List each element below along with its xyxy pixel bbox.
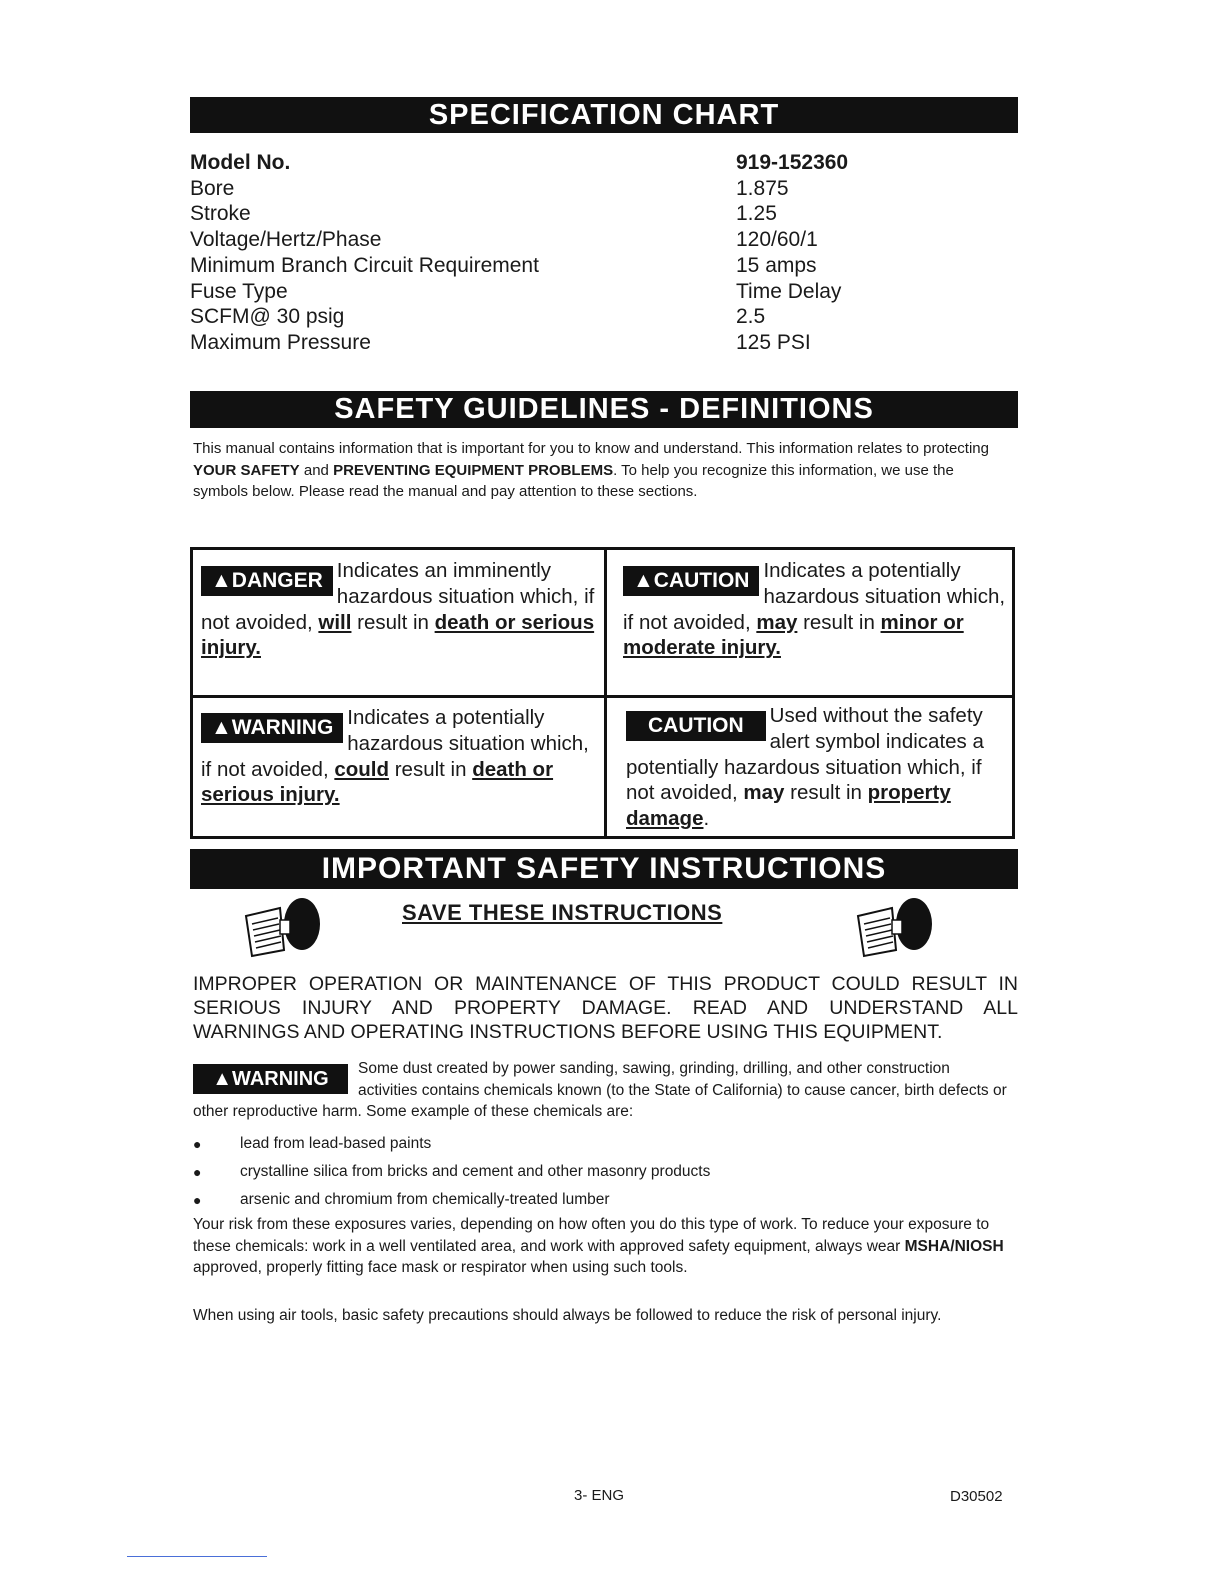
risk-text: Your risk from these exposures varies, depending on how often you do this type of work. To reduce your exposure to these chemicals: work in a well ventilated area, and work with approved safety equipment, always wear [193, 1216, 990, 1255]
spec-value: 15 amps [736, 253, 817, 277]
spec-label: Model No. [190, 151, 291, 174]
definition-emphasis: may [756, 610, 798, 634]
definition-emphasis: death or serious injury. [201, 757, 554, 807]
caution-definition [623, 558, 1008, 661]
caution-plain-definition [626, 703, 1011, 832]
list-item [193, 1130, 1013, 1158]
spec-row [190, 176, 890, 202]
definition-emphasis: may [743, 781, 785, 805]
bullet-icon: ● [193, 1136, 202, 1152]
bullet-icon: ● [193, 1164, 202, 1180]
list-item-text: arsenic and chromium from chemically-treated lumber [240, 1191, 610, 1208]
definition-text: Used without the safety alert symbol indicates a potentially hazardous situation which, if not avoided, [626, 704, 984, 805]
spec-value: Time Delay [736, 279, 842, 303]
grid-divider [193, 695, 1012, 698]
spec-label: Fuse Type [190, 279, 288, 303]
spec-value: 1.25 [736, 202, 777, 226]
warning-definition [201, 705, 596, 808]
caution-plain-label: CAUTION [626, 711, 766, 741]
safety-intro-paragraph [193, 438, 1013, 503]
definition-emphasis: will [318, 610, 352, 634]
intro-text: . To help you recognize this information, we use the symbols below. Please read the manual and pay attention to these sections. [193, 461, 954, 500]
definition-text: Indicates a potentially hazardous situation which, if not avoided, [623, 559, 1006, 634]
caution-label: ▲CAUTION [623, 566, 759, 596]
footer-rule [127, 1556, 267, 1557]
bullet-icon: ● [193, 1192, 202, 1208]
definition-text: result in [389, 757, 473, 781]
improper-text: IMPROPER OPERATION OR MAINTENANCE OF THIS PRODUCT COULD RESULT IN SERIOUS INJURY AND PROPERTY DAMAGE. READ AND UNDERSTAND ALL [193, 973, 1018, 1019]
improper-text-last: WARNINGS AND OPERATING INSTRUCTIONS BEFORE USING THIS EQUIPMENT. [193, 1021, 943, 1043]
intro-emphasis: PREVENTING EQUIPMENT PROBLEMS [333, 461, 614, 479]
spec-table [190, 150, 890, 356]
definition-text: result in [351, 610, 435, 634]
definitions-grid [190, 547, 1015, 839]
spec-value: 2.5 [736, 305, 766, 329]
important-safety-title: IMPORTANT SAFETY INSTRUCTIONS [190, 849, 1018, 889]
improper-operation-warning [193, 972, 1018, 1044]
definition-emphasis: death or serious injury. [201, 610, 595, 660]
spec-label: Minimum Branch Circuit Requirement [190, 253, 539, 277]
spec-value: 1.875 [736, 176, 789, 200]
spec-value: 120/60/1 [736, 228, 818, 252]
risk-text: approved, properly fitting face mask or respirator when using such tools. [193, 1259, 688, 1276]
definition-text: . [703, 807, 710, 831]
spec-label: SCFM@ 30 psig [190, 305, 345, 329]
air-tools-paragraph: When using air tools, basic safety precautions should always be followed to reduce the risk of personal injury. [193, 1307, 942, 1324]
spec-header-row [190, 150, 890, 176]
definition-text: Indicates an imminently hazardous situation which, if not avoided, [201, 559, 595, 634]
spec-row [190, 253, 890, 279]
prop65-text: Some dust created by power sanding, sawing, grinding, drilling, and other construction activities contains chemicals known (to the State of California) to cause cancer, birth defects or other reproductive harm. Some example of these chemicals are: [193, 1060, 1007, 1120]
manual-book-icon [240, 898, 320, 958]
spec-chart-title: SPECIFICATION CHART [190, 97, 1018, 133]
page-number: 3- ENG [574, 1487, 625, 1504]
spec-row [190, 330, 890, 356]
spec-value: 919-152360 [736, 151, 849, 174]
spec-label: Bore [190, 176, 235, 200]
spec-row [190, 304, 890, 330]
exposure-risk-paragraph [193, 1214, 1013, 1279]
safety-guidelines-title: SAFETY GUIDELINES - DEFINITIONS [190, 391, 1018, 428]
spec-label: Stroke [190, 202, 251, 226]
manual-book-icon [852, 898, 932, 958]
intro-text: This manual contains information that is important for you to know and understand. This information relates to protecting [193, 440, 989, 457]
risk-emphasis: MSHA/NIOSH [904, 1237, 1004, 1255]
spec-row [190, 227, 890, 253]
spec-label: Maximum Pressure [190, 330, 371, 354]
definition-emphasis: could [334, 757, 390, 781]
list-item-text: lead from lead-based paints [240, 1135, 432, 1152]
spec-value: 125 PSI [736, 330, 811, 354]
definition-emphasis: property damage [626, 781, 951, 831]
definition-text: result in [797, 610, 881, 634]
warning-label: ▲WARNING [201, 713, 343, 743]
document-code: D30502 [950, 1488, 1003, 1505]
definition-text: Indicates a potentially hazardous situation which, if not avoided, [201, 706, 589, 781]
list-item [193, 1158, 1013, 1186]
definition-emphasis: minor or moderate injury. [623, 610, 964, 660]
prop65-warning [193, 1058, 1013, 1123]
danger-label: ▲DANGER [201, 566, 333, 596]
spec-label: Voltage/Hertz/Phase [190, 228, 382, 252]
definition-text: result in [784, 781, 868, 805]
chemicals-list [193, 1130, 1013, 1214]
list-item [193, 1186, 1013, 1214]
grid-divider [604, 550, 607, 836]
warning-label: ▲WARNING [193, 1064, 348, 1094]
list-item-text: crystalline silica from bricks and cement and other masonry products [240, 1163, 711, 1180]
save-instructions-heading: SAVE THESE INSTRUCTIONS [402, 900, 723, 925]
danger-definition [201, 558, 596, 661]
intro-emphasis: YOUR SAFETY [193, 461, 300, 479]
spec-row [190, 201, 890, 227]
spec-row [190, 279, 890, 305]
intro-text: and [299, 461, 334, 479]
